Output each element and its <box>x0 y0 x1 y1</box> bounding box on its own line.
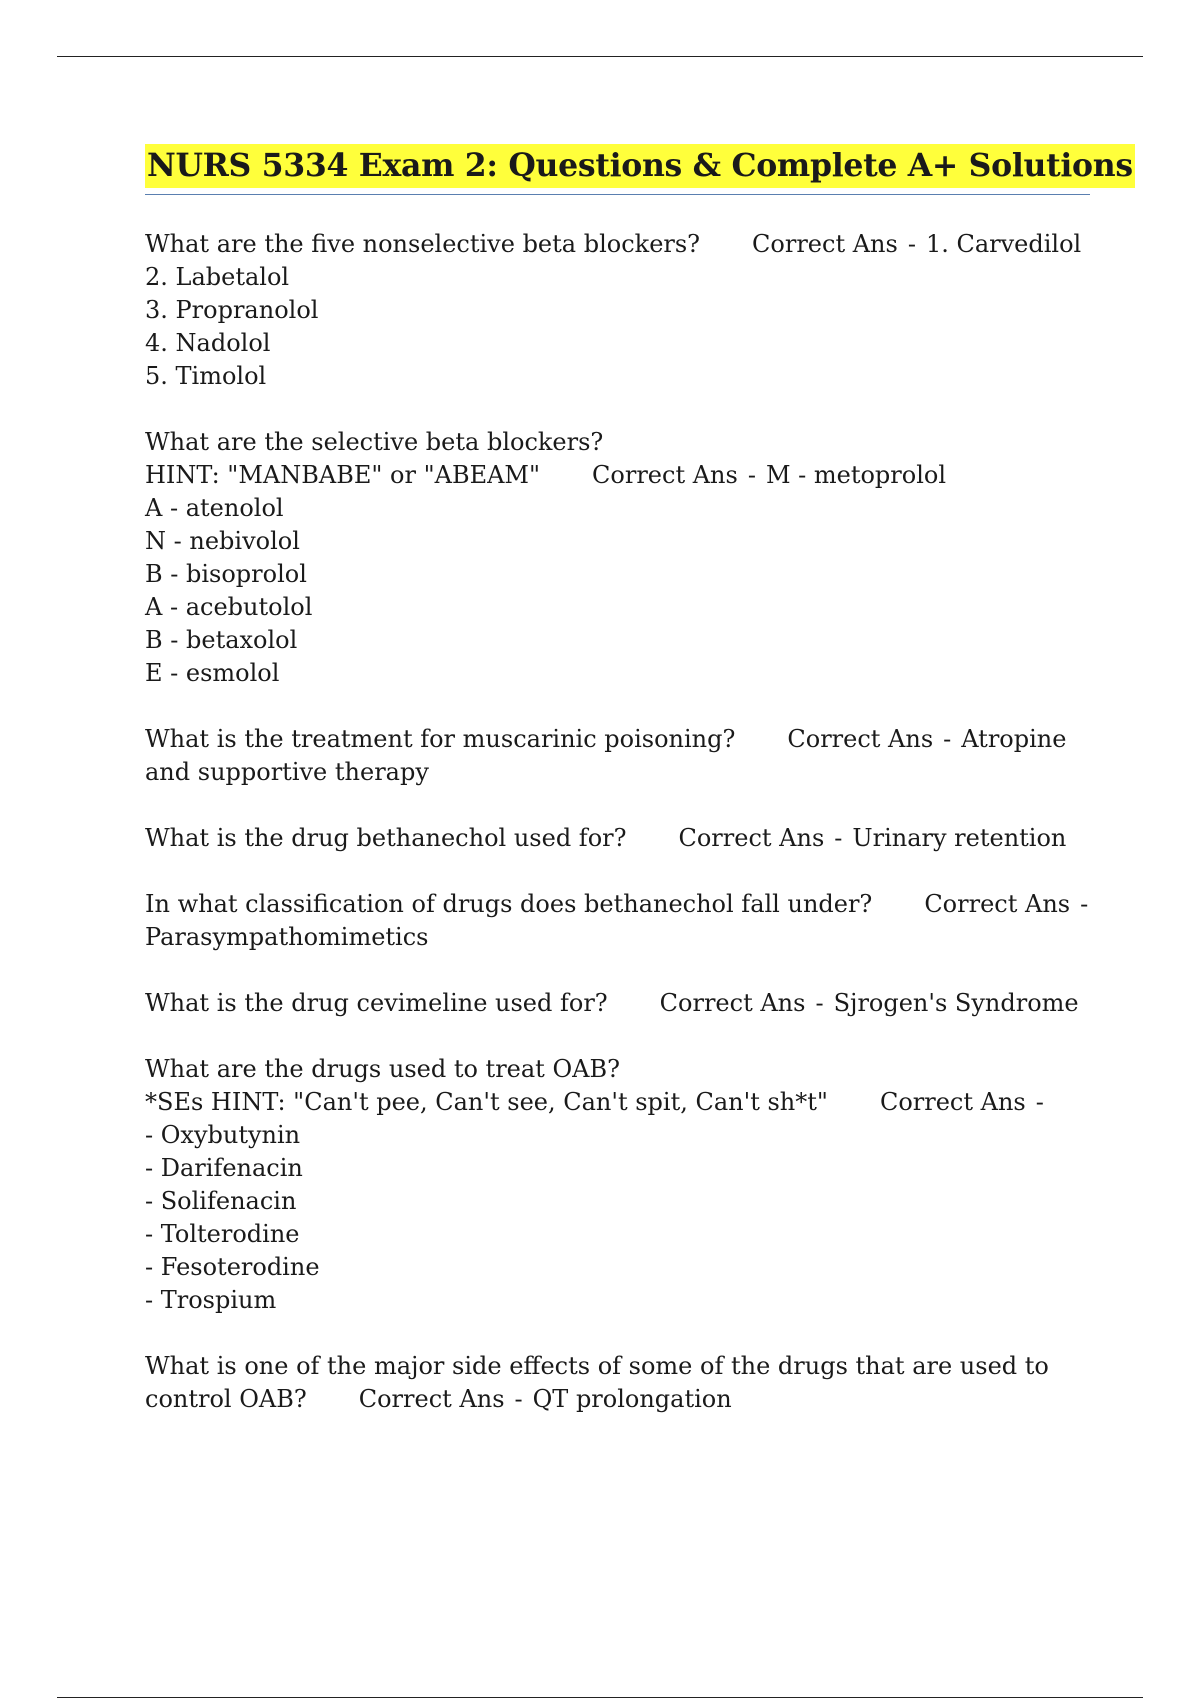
qa-item <box>145 228 1080 393</box>
answer-text: Atropine and supportive therapy <box>145 725 1067 786</box>
answer-line: B - bisoprolol <box>145 560 307 588</box>
answer-text: QT prolongation <box>532 1385 732 1413</box>
answer-line: 2. Labetalol <box>145 263 290 291</box>
qa-line <box>145 1086 1080 1119</box>
answer-label: Correct Ans <box>358 1385 505 1413</box>
answer-label: Correct Ans <box>659 989 806 1017</box>
answer-line: E - esmolol <box>145 659 280 687</box>
answer-text: - Oxybutynin <box>145 1121 301 1149</box>
answer-label: Correct Ans <box>787 725 934 753</box>
qa-list <box>145 228 1089 1449</box>
qa-item <box>145 987 1080 1020</box>
answer-text: Sjrogen's Syndrome <box>833 989 1079 1017</box>
question-hint: *SEs HINT: "Can't pee, Can't see, Can't spit, Can't sh*t" <box>145 1088 828 1116</box>
title-block <box>145 144 1133 195</box>
answer-line: - Solifenacin <box>145 1187 297 1215</box>
question-text: In what classification of drugs does bethanechol fall under? <box>145 890 873 918</box>
question-text: What is the treatment for muscarinic poisoning? <box>145 725 736 753</box>
answer-line: A - acebutolol <box>145 593 313 621</box>
answer-dash: - <box>1080 890 1089 918</box>
answer-dash: - <box>943 725 952 753</box>
answer-line: 3. Propranolol <box>145 296 319 324</box>
answer-text: M - metoprolol <box>765 461 947 489</box>
answer-label: Correct Ans <box>678 824 825 852</box>
qa-item <box>145 888 1089 954</box>
answer-text: Parasympathomimetics <box>145 923 429 951</box>
question-text: What is the drug bethanechol used for? <box>145 824 627 852</box>
answer-label: Correct Ans <box>752 230 898 258</box>
answer-dash: - <box>834 824 843 852</box>
answer-dash: - <box>815 989 824 1017</box>
qa-item <box>145 1350 1080 1416</box>
footer-rule <box>57 1697 1143 1698</box>
question-text: What are the five nonselective beta blockers? <box>145 230 701 258</box>
page-title: NURS 5334 Exam 2: Questions & Complete A+ Solutions <box>145 144 1135 188</box>
qa-item <box>145 1053 1080 1317</box>
qa-line <box>145 888 1089 921</box>
answer-line: B - betaxolol <box>145 626 298 654</box>
answer-line: 5. Timolol <box>145 362 267 390</box>
answer-line: - Trospium <box>145 1286 277 1314</box>
qa-item <box>145 723 1080 789</box>
qa-item <box>145 822 1080 855</box>
question-text: What are the selective beta blockers? <box>145 428 604 456</box>
answer-line: A - atenolol <box>145 494 284 522</box>
answer-line: 4. Nadolol <box>145 329 271 357</box>
question-hint: HINT: "MANBABE" or "ABEAM" <box>145 461 541 489</box>
question-text: What is one of the major side effects of some of the drugs that are used to control OAB? <box>145 1352 1049 1413</box>
qa-item <box>145 426 1080 690</box>
header-rule <box>57 56 1143 57</box>
answer-text: 1. Carvedilol <box>925 230 1082 258</box>
answer-dash: - <box>1035 1088 1044 1116</box>
answer-text: Urinary retention <box>852 824 1067 852</box>
answer-dash: - <box>514 1385 523 1413</box>
qa-line <box>145 228 1080 261</box>
answer-label: Correct Ans <box>924 890 1071 918</box>
answer-line: - Tolterodine <box>145 1220 300 1248</box>
question-text: What are the drugs used to treat OAB? <box>145 1055 620 1083</box>
question-text: What is the drug cevimeline used for? <box>145 989 608 1017</box>
answer-dash: - <box>747 461 756 489</box>
answer-line: - Darifenacin <box>145 1154 303 1182</box>
answer-label: Correct Ans <box>879 1088 1026 1116</box>
qa-line <box>145 459 1080 492</box>
answer-dash: - <box>907 230 916 258</box>
answer-line: N - nebivolol <box>145 527 300 555</box>
answer-label: Correct Ans <box>592 461 738 489</box>
answer-line: - Fesoterodine <box>145 1253 320 1281</box>
